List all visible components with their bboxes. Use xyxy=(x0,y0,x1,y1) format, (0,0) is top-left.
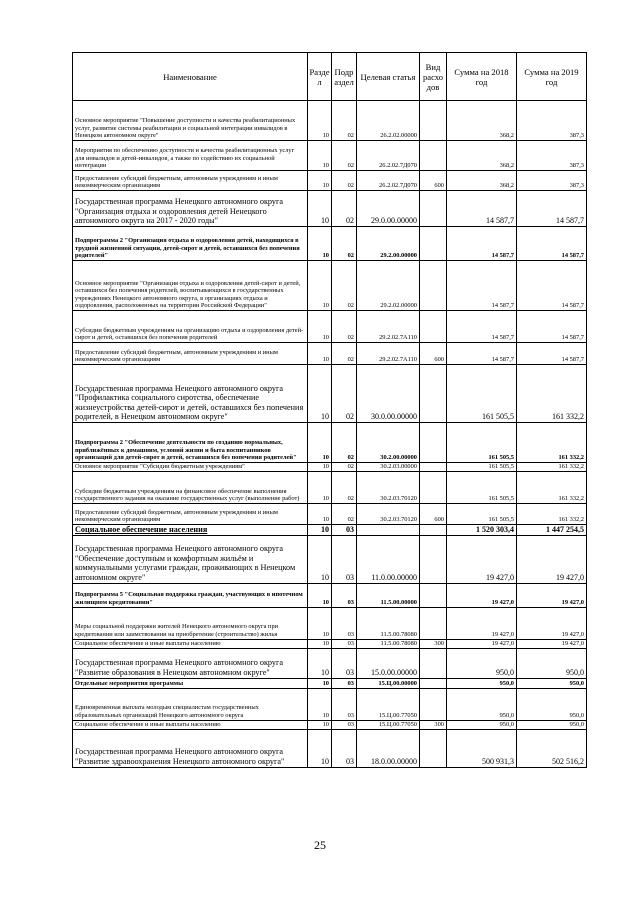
row-subsection: 02 xyxy=(332,311,357,343)
header-sum2018: Сумма на 2018 год xyxy=(447,53,517,101)
row-name: Основное мероприятие "Повышение доступности и качества реабилитационных услуг, развитие системы реабилитации и социальной интеграции инвалидов в Ненецком автономном округе" xyxy=(73,101,308,141)
row-target: 29.2.00.00000 xyxy=(357,227,420,261)
row-type xyxy=(420,227,447,261)
row-section: 10 xyxy=(308,472,332,504)
row-section: 10 xyxy=(308,678,332,688)
row-sum2019: 19 427,0 xyxy=(517,583,587,607)
row-sum2018: 161 505,5 xyxy=(447,463,517,472)
row-target xyxy=(357,525,420,536)
row-section: 10 xyxy=(308,311,332,343)
table-row xyxy=(73,191,587,227)
row-target: 30.2.03.70120 xyxy=(357,472,420,504)
table-header-row xyxy=(73,53,587,101)
row-type xyxy=(420,365,447,423)
row-section: 10 xyxy=(308,525,332,536)
row-section: 10 xyxy=(308,639,332,648)
row-section: 10 xyxy=(308,343,332,365)
row-section: 10 xyxy=(308,365,332,423)
budget-table xyxy=(72,52,587,768)
table-row xyxy=(73,101,587,141)
row-name: Субсидии бюджетным учреждениям на организацию отдыха и оздоровления детей-сирот и детей, оставшихся без попечения родителей xyxy=(73,311,308,343)
row-sum2019: 950,0 xyxy=(517,688,587,720)
header-target: Целевая статья xyxy=(357,53,420,101)
table-row xyxy=(73,583,587,607)
row-section: 10 xyxy=(308,688,332,720)
row-sum2018: 19 427,0 xyxy=(447,583,517,607)
row-name: Государственная программа Ненецкого автономного округа "Развитие здравоохранения Ненецкого автономного округа" xyxy=(73,729,308,767)
table-row xyxy=(73,648,587,678)
row-name: Предоставление субсидий бюджетным, автономным учреждениям и иным некоммерческим организациям xyxy=(73,504,308,525)
row-target: 26.2.02.7Д070 xyxy=(357,141,420,171)
row-section: 10 xyxy=(308,463,332,472)
row-sum2019: 161 332,2 xyxy=(517,504,587,525)
row-section: 10 xyxy=(308,227,332,261)
row-target: 30.0.00.00000 xyxy=(357,365,420,423)
row-sum2019: 19 427,0 xyxy=(517,639,587,648)
row-sum2018: 950,0 xyxy=(447,678,517,688)
row-sum2019: 387,3 xyxy=(517,141,587,171)
row-sum2019: 502 516,2 xyxy=(517,729,587,767)
table-row xyxy=(73,171,587,191)
row-sum2018: 19 427,0 xyxy=(447,639,517,648)
row-name: Государственная программа Ненецкого автономного округа "Развитие образования в Ненецком автономном округе" xyxy=(73,648,308,678)
row-sum2018: 950,0 xyxy=(447,648,517,678)
row-name: Подпрограмма 2 "Организация отдыха и оздоровления детей, находящихся в трудной жизненной ситуации, детей-сирот и детей, оставшихся без попечения родителей" xyxy=(73,227,308,261)
row-sum2019: 1 447 254,5 xyxy=(517,525,587,536)
row-sum2018: 500 931,3 xyxy=(447,729,517,767)
row-sum2018: 1 520 303,4 xyxy=(447,525,517,536)
table-row xyxy=(73,688,587,720)
row-type: 300 xyxy=(420,720,447,729)
row-target: 29.2.02.7А110 xyxy=(357,343,420,365)
header-section: Разде л xyxy=(308,53,332,101)
row-sum2018: 19 427,0 xyxy=(447,607,517,639)
table-row xyxy=(73,311,587,343)
row-subsection: 03 xyxy=(332,607,357,639)
row-name: Мероприятия по обеспечению доступности и качества реабилитационных услуг для инвалидов и детей-инвалидов, а также по содействию их социальной интеграции xyxy=(73,141,308,171)
row-target: 29.2.02.7А110 xyxy=(357,311,420,343)
table-row xyxy=(73,720,587,729)
row-type xyxy=(420,261,447,311)
row-sum2019: 14 587,7 xyxy=(517,191,587,227)
row-subsection: 02 xyxy=(332,463,357,472)
row-sum2018: 950,0 xyxy=(447,688,517,720)
row-type: 600 xyxy=(420,343,447,365)
row-target: 15.Ц.00.77050 xyxy=(357,720,420,729)
row-sum2018: 161 505,5 xyxy=(447,504,517,525)
row-sum2019: 161 332,2 xyxy=(517,423,587,463)
row-subsection: 03 xyxy=(332,648,357,678)
table-row xyxy=(73,365,587,423)
table-row xyxy=(73,343,587,365)
row-subsection: 02 xyxy=(332,171,357,191)
row-subsection: 03 xyxy=(332,729,357,767)
row-target: 11.5.00.78080 xyxy=(357,639,420,648)
row-sum2018: 161 505,5 xyxy=(447,365,517,423)
row-type xyxy=(420,525,447,536)
row-sum2019: 14 587,7 xyxy=(517,261,587,311)
row-target: 29.0.00.00000 xyxy=(357,191,420,227)
row-target: 15.Ц.00.00000 xyxy=(357,678,420,688)
row-section: 10 xyxy=(308,423,332,463)
row-type xyxy=(420,101,447,141)
table-row xyxy=(73,607,587,639)
row-name: Социальное обеспечение и иные выплаты населению xyxy=(73,639,308,648)
table-row xyxy=(73,639,587,648)
row-section: 10 xyxy=(308,607,332,639)
table-row xyxy=(73,729,587,767)
row-target: 29.2.02.00000 xyxy=(357,261,420,311)
row-type xyxy=(420,423,447,463)
row-name: Отдельные мероприятия программы xyxy=(73,678,308,688)
row-subsection: 02 xyxy=(332,423,357,463)
page-number: 25 xyxy=(314,838,326,852)
row-subsection: 02 xyxy=(332,101,357,141)
row-sum2019: 161 332,2 xyxy=(517,472,587,504)
row-sum2019: 14 587,7 xyxy=(517,343,587,365)
row-name: Предоставление субсидий бюджетным, автономным учреждениям и иным некоммерческим организациям xyxy=(73,171,308,191)
row-target: 30.2.00.00000 xyxy=(357,423,420,463)
row-name: Государственная программа Ненецкого автономного округа "Профилактика социального сиротства, обеспечение жизнеустройства детей-сирот и детей, оставшихся без попечения родителей, в Ненецком автономном округе" xyxy=(73,365,308,423)
row-section: 10 xyxy=(308,648,332,678)
row-name: Меры социальной поддержки жителей Ненецкого автономного округа при кредитовании или заимствовании на приобретение (строительство) жилья xyxy=(73,607,308,639)
row-subsection: 03 xyxy=(332,525,357,536)
row-section: 10 xyxy=(308,191,332,227)
row-type xyxy=(420,141,447,171)
row-name: Основное мероприятие "Организация отдыха и оздоровления детей-сирот и детей, оставшихся без попечения родителей, воспитывающихся в государственных учреждениях Ненецкого автономного округа, в организациях отдыха и оздоровления, расположенных на территории Российской Федерации" xyxy=(73,261,308,311)
row-sum2018: 368,2 xyxy=(447,171,517,191)
table-row xyxy=(73,141,587,171)
row-target: 15.Ц.00.77050 xyxy=(357,688,420,720)
row-name: Подпрограмма 5 "Социальная поддержка граждан, участвующих в ипотечном жилищном кредитовании" xyxy=(73,583,308,607)
table-row xyxy=(73,463,587,472)
row-type: 600 xyxy=(420,171,447,191)
row-sum2018: 14 587,7 xyxy=(447,227,517,261)
table-row xyxy=(73,535,587,583)
row-name: Государственная программа Ненецкого автономного округа "Организация отдыха и оздоровления детей Ненецкого автономного округа на 2017 - 2020 годы" xyxy=(73,191,308,227)
row-name: Субсидии бюджетным учреждениям на финансовое обеспечение выполнения государственного задания на оказание государственных услуг (выполнение работ) xyxy=(73,472,308,504)
row-sum2018: 19 427,0 xyxy=(447,535,517,583)
row-type xyxy=(420,648,447,678)
row-target: 18.0.00.00000 xyxy=(357,729,420,767)
row-type xyxy=(420,607,447,639)
row-sum2018: 950,0 xyxy=(447,720,517,729)
row-target: 11.0.00.00000 xyxy=(357,535,420,583)
row-name: Предоставление субсидий бюджетным, автономным учреждениям и иным некоммерческим организациям xyxy=(73,343,308,365)
row-type xyxy=(420,688,447,720)
row-sum2019: 950,0 xyxy=(517,678,587,688)
row-sum2019: 14 587,7 xyxy=(517,311,587,343)
row-sum2019: 161 332,2 xyxy=(517,365,587,423)
row-subsection: 02 xyxy=(332,504,357,525)
table-row xyxy=(73,678,587,688)
row-subsection: 02 xyxy=(332,343,357,365)
row-sum2018: 14 587,7 xyxy=(447,343,517,365)
row-type xyxy=(420,463,447,472)
table-row xyxy=(73,472,587,504)
row-name: Государственная программа Ненецкого автономного округа "Обеспечение доступным и комфортным жильём и коммунальными услугами граждан, проживающих в Ненецком автономном округе" xyxy=(73,535,308,583)
row-section: 10 xyxy=(308,583,332,607)
row-sum2019: 14 587,7 xyxy=(517,227,587,261)
table-row xyxy=(73,525,587,536)
row-subsection: 02 xyxy=(332,261,357,311)
row-sum2019: 19 427,0 xyxy=(517,535,587,583)
row-subsection: 02 xyxy=(332,141,357,171)
row-type xyxy=(420,311,447,343)
row-type xyxy=(420,583,447,607)
row-type xyxy=(420,729,447,767)
row-type xyxy=(420,191,447,227)
header-sum2019: Сумма на 2019 год xyxy=(517,53,587,101)
table-row xyxy=(73,423,587,463)
row-subsection: 03 xyxy=(332,688,357,720)
row-name: Подпрограмма 2 "Обеспечение деятельности по созданию нормальных, приближённых к домашним, условий жизни и быта воспитанников организаций для детей-сирот и детей, оставшихся без попечения родителей" xyxy=(73,423,308,463)
row-sum2019: 19 427,0 xyxy=(517,607,587,639)
row-target: 11.5.00.78080 xyxy=(357,607,420,639)
table-row xyxy=(73,261,587,311)
row-type xyxy=(420,678,447,688)
row-section: 10 xyxy=(308,171,332,191)
row-type: 600 xyxy=(420,504,447,525)
row-sum2018: 14 587,7 xyxy=(447,311,517,343)
row-section: 10 xyxy=(308,720,332,729)
row-sum2019: 161 332,2 xyxy=(517,463,587,472)
row-section: 10 xyxy=(308,101,332,141)
table-row xyxy=(73,504,587,525)
row-sum2018: 368,2 xyxy=(447,141,517,171)
row-target: 26.2.02.7Д070 xyxy=(357,171,420,191)
row-subsection: 03 xyxy=(332,583,357,607)
table-row xyxy=(73,227,587,261)
row-name: Социальное обеспечение населения xyxy=(73,525,308,536)
row-subsection: 03 xyxy=(332,639,357,648)
row-name: Единовременная выплата молодым специалистам государственных образовательных организаций Ненецкого автономного округа xyxy=(73,688,308,720)
row-subsection: 02 xyxy=(332,227,357,261)
row-section: 10 xyxy=(308,261,332,311)
row-target: 26.2.02.00000 xyxy=(357,101,420,141)
row-type xyxy=(420,472,447,504)
row-subsection: 02 xyxy=(332,472,357,504)
row-sum2018: 161 505,5 xyxy=(447,472,517,504)
row-type xyxy=(420,535,447,583)
row-section: 10 xyxy=(308,535,332,583)
row-sum2019: 387,3 xyxy=(517,171,587,191)
row-section: 10 xyxy=(308,729,332,767)
row-target: 30.2.03.70120 xyxy=(357,504,420,525)
header-subsection: Подр аздел xyxy=(332,53,357,101)
row-subsection: 02 xyxy=(332,365,357,423)
row-subsection: 03 xyxy=(332,535,357,583)
row-target: 11.5.00.00000 xyxy=(357,583,420,607)
row-subsection: 03 xyxy=(332,678,357,688)
row-name: Основное мероприятие "Субсидии бюджетным учреждениям" xyxy=(73,463,308,472)
row-sum2018: 161 505,5 xyxy=(447,423,517,463)
row-target: 15.0.00.00000 xyxy=(357,648,420,678)
row-sum2019: 387,3 xyxy=(517,101,587,141)
row-section: 10 xyxy=(308,504,332,525)
row-subsection: 02 xyxy=(332,191,357,227)
row-sum2018: 14 587,7 xyxy=(447,261,517,311)
row-type: 300 xyxy=(420,639,447,648)
row-sum2019: 950,0 xyxy=(517,720,587,729)
row-subsection: 03 xyxy=(332,720,357,729)
header-name: Наименование xyxy=(73,53,308,101)
header-type: Вид расхо дов xyxy=(420,53,447,101)
row-name: Социальное обеспечение и иные выплаты населению xyxy=(73,720,308,729)
row-section: 10 xyxy=(308,141,332,171)
row-sum2018: 368,2 xyxy=(447,101,517,141)
row-sum2018: 14 587,7 xyxy=(447,191,517,227)
row-target: 30.2.03.00000 xyxy=(357,463,420,472)
row-sum2019: 950,0 xyxy=(517,648,587,678)
